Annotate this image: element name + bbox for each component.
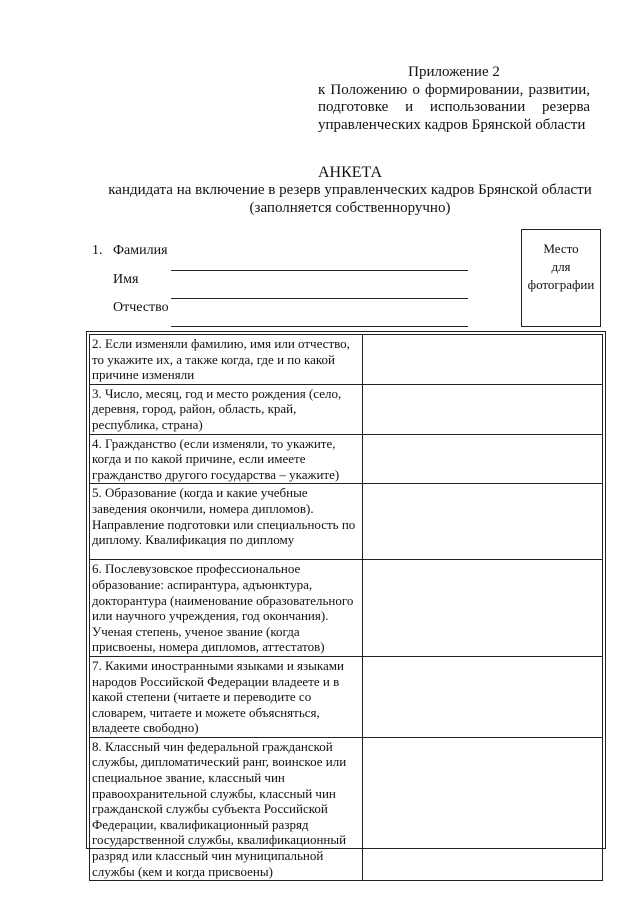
answer-cell[interactable] — [363, 384, 603, 434]
form-subtitle: кандидата на включение в резерв управленческих кадров Брянской области — [108, 182, 592, 198]
question-cell: 4. Гражданство (если изменяли, то укажите, когда и по какой причине, если имеете гражданство другого государства – укажите) — [90, 434, 363, 484]
answer-cell[interactable] — [363, 560, 603, 657]
table-row — [90, 737, 603, 880]
question-cell: 3. Число, месяц, год и место рождения (село, деревня, город, район, область, край, республика, страна) — [90, 384, 363, 434]
appendix-line: подготовке и использовании резерва — [318, 99, 590, 115]
table-row — [90, 484, 603, 560]
answer-cell[interactable] — [363, 656, 603, 737]
question-cell: 5. Образование (когда и какие учебные заведения окончили, номера дипломов). Направление подготовки или специальность по диплому. Квалификация по диплому — [90, 484, 363, 560]
photo-label: Место — [543, 241, 579, 256]
appendix-line: управленческих кадров Брянской области — [318, 116, 586, 133]
form-title: АНКЕТА — [317, 164, 383, 181]
photo-placeholder — [521, 229, 601, 327]
photo-label: фотографии — [527, 277, 595, 292]
fio-number: 1. — [92, 243, 103, 258]
answer-cell[interactable] — [363, 484, 603, 560]
surname-field[interactable] — [171, 270, 468, 271]
question-cell: 8. Классный чин федеральной гражданской службы, дипломатический ранг, воинское или специальное звание, классный чин правоохранительной службы, классный чин гражданской службы субъекта Российской Федерации, квалификационный разряд государственной службы, квалификационный разряд или классный чин муниципальной службы (кем и когда присвоены) — [90, 737, 363, 880]
patronymic-field[interactable] — [171, 326, 468, 327]
name-field[interactable] — [171, 298, 468, 299]
name-label: Имя — [113, 272, 139, 287]
answer-cell[interactable] — [363, 737, 603, 880]
table-row — [90, 335, 603, 385]
appendix-line: к Положению о формировании, развитии, — [318, 81, 590, 98]
answer-cell[interactable] — [363, 434, 603, 484]
appendix-block — [318, 64, 590, 134]
table-row — [90, 560, 603, 657]
answer-cell[interactable] — [363, 335, 603, 385]
photo-label: для — [551, 259, 571, 274]
table-row — [90, 384, 603, 434]
patronymic-label: Отчество — [113, 300, 169, 315]
form-note: (заполняется собственноручно) — [249, 200, 451, 216]
question-cell: 2. Если изменяли фамилию, имя или отчество, то укажите их, а также когда, где и по какой причине изменяли — [90, 335, 363, 385]
question-cell: 6. Послевузовское профессиональное образование: аспирантура, адъюнктура, докторантура (наименование образовательного или научного учреждения, год окончания). Ученая степень, ученое звание (когда присвоены, номера дипломов, аттестатов) — [90, 560, 363, 657]
table-row — [90, 434, 603, 484]
appendix-title: Приложение 2 — [408, 64, 500, 80]
table-row — [90, 656, 603, 737]
question-cell: 7. Какими иностранными языками и языками народов Российской Федерации владеете и в какой степени (читаете и переводите со словарем, читаете и можете объясняться, владеете свободно) — [90, 656, 363, 737]
surname-label: Фамилия — [113, 243, 168, 258]
questionnaire-table — [89, 334, 603, 881]
